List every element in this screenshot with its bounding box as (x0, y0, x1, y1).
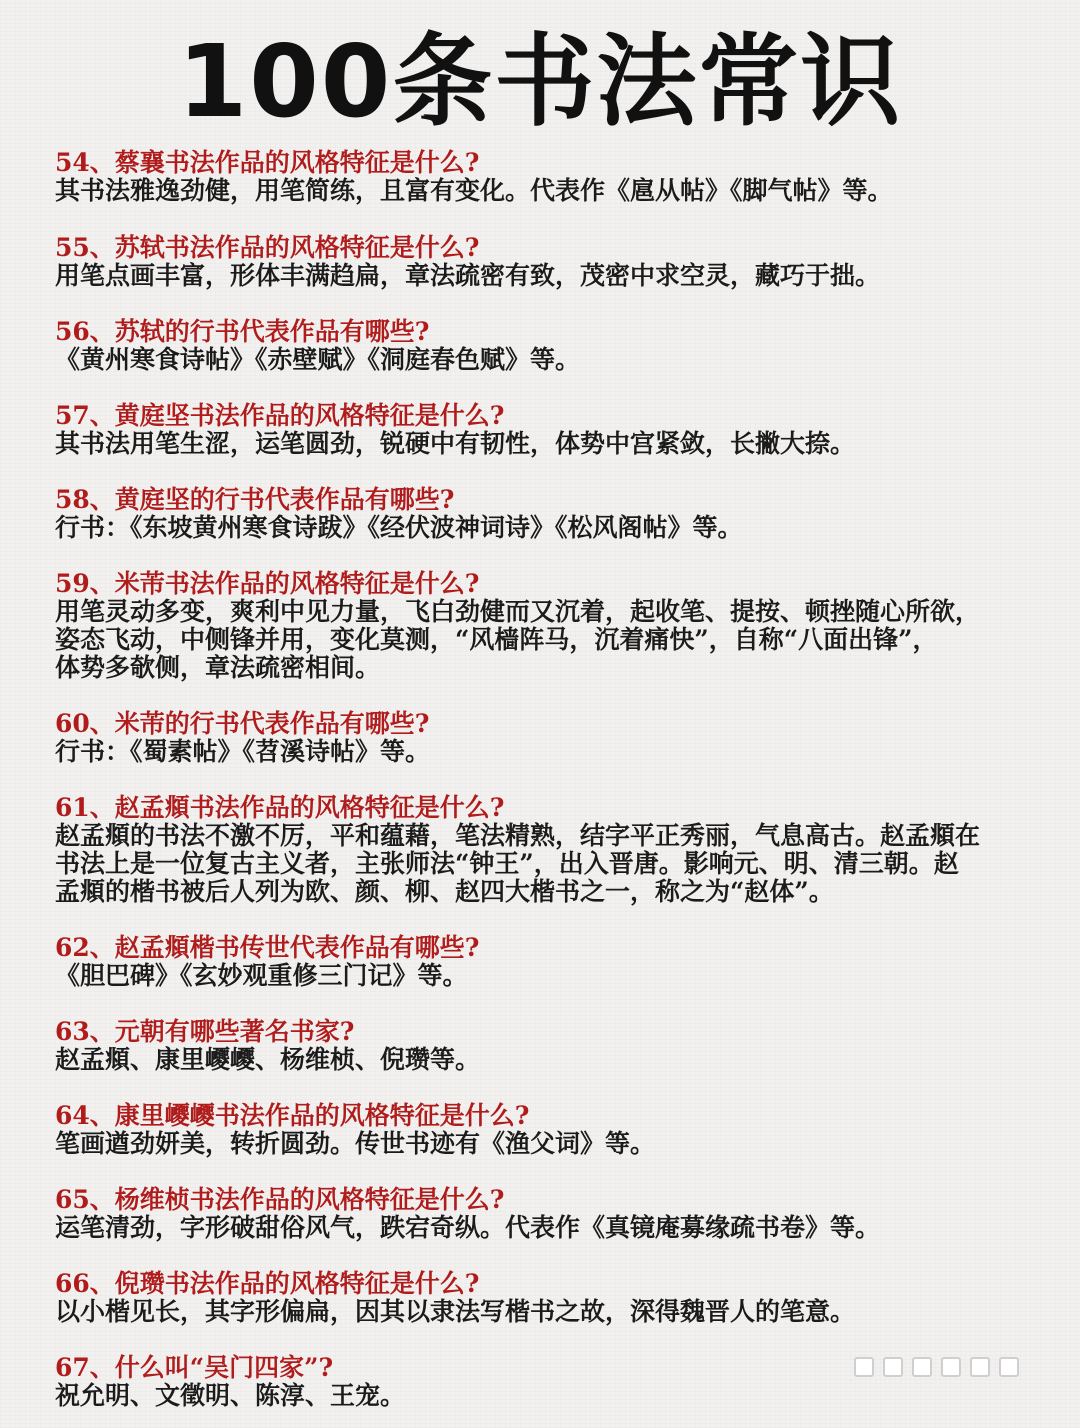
question: 57、黄庭坚书法作品的风格特征是什么? (55, 401, 505, 430)
answer: 运笔清劲，字形破甜俗风气，跌宕奇纵。代表作《真镜庵募缘疏书卷》等。 (55, 1213, 881, 1242)
watermark-icon (883, 1357, 903, 1377)
answer: 赵孟頫、康里巎巎、杨维桢、倪瓒等。 (55, 1045, 481, 1074)
watermark-icon (999, 1357, 1019, 1377)
qa-list (55, 148, 1055, 1410)
question: 65、杨维桢书法作品的风格特征是什么? (55, 1185, 505, 1214)
question: 67、什么叫“吴门四家”? (55, 1353, 334, 1382)
qa-item-57 (55, 401, 1055, 458)
answer: 其书法用笔生涩，运笔圆劲，锐硬中有韧性，体势中宫紧敛，长撇大捺。 (55, 429, 856, 458)
watermark (854, 1354, 1054, 1380)
question: 66、倪瓒书法作品的风格特征是什么? (55, 1269, 480, 1298)
watermark-icon (970, 1357, 990, 1377)
answer: 《黄州寒食诗帖》《赤壁赋》《洞庭春色赋》等。 (55, 345, 581, 374)
question: 54、蔡襄书法作品的风格特征是什么? (55, 148, 480, 177)
qa-item-66 (55, 1269, 1055, 1326)
qa-item-58 (55, 485, 1055, 542)
qa-item-65 (55, 1185, 1055, 1242)
page-title: 100条书法常识 (177, 23, 903, 140)
answer: 行书：《蜀素帖》《苕溪诗帖》等。 (55, 737, 431, 766)
question: 55、苏轼书法作品的风格特征是什么? (55, 233, 480, 262)
qa-item-61 (55, 793, 1055, 906)
answer: 用笔灵动多变，爽利中见力量，飞白劲健而又沉着，起收笔、提按、顿挫随心所欲， 姿态飞动，中侧锋并用，变化莫测，“风樯阵马，沉着痛快”，自称“八面出锋”， 体势多欹侧，章法疏密相间。 (55, 597, 981, 682)
answer: 祝允明、文徵明、陈淳、王宠。 (55, 1381, 406, 1410)
qa-item-62 (55, 933, 1055, 990)
qa-item-63 (55, 1017, 1055, 1074)
answer: 用笔点画丰富，形体丰满趋扁，章法疏密有致，茂密中求空灵，藏巧于拙。 (55, 261, 881, 290)
answer: 《胆巴碑》《玄妙观重修三门记》等。 (55, 961, 468, 990)
answer: 笔画遒劲妍美，转折圆劲。传世书迹有《渔父词》等。 (55, 1129, 656, 1158)
question: 60、米芾的行书代表作品有哪些? (55, 709, 430, 738)
answer: 行书：《东坡黄州寒食诗跋》《经伏波神词诗》《松风阁帖》等。 (55, 513, 743, 542)
qa-item-54 (55, 148, 1055, 205)
watermark-icon (854, 1357, 874, 1377)
qa-item-64 (55, 1101, 1055, 1158)
question: 62、赵孟頫楷书传世代表作品有哪些? (55, 933, 480, 962)
qa-item-56 (55, 317, 1055, 374)
watermark-icon (912, 1357, 932, 1377)
question: 63、元朝有哪些著名书家? (55, 1017, 355, 1046)
watermark-icon (941, 1357, 961, 1377)
answer: 以小楷见长，其字形偏扁，因其以隶法写楷书之故，深得魏晋人的笔意。 (55, 1297, 856, 1326)
qa-item-60 (55, 709, 1055, 766)
qa-item-59 (55, 569, 1055, 682)
question: 64、康里巎巎书法作品的风格特征是什么? (55, 1101, 530, 1130)
question: 61、赵孟頫书法作品的风格特征是什么? (55, 793, 505, 822)
answer: 其书法雅逸劲健，用笔简练，且富有变化。代表作《扈从帖》《脚气帖》等。 (55, 176, 893, 205)
qa-item-55 (55, 233, 1055, 290)
answer: 赵孟頫的书法不激不厉，平和蕴藉，笔法精熟，结字平正秀丽，气息高古。赵孟頫在 书法上是一位复古主义者，主张师法“钟王”，出入晋唐。影响元、明、清三朝。赵 孟頫的楷书被后人列为欧、颜、柳、赵四大楷书之一，称之为“赵体”。 (55, 821, 981, 906)
question: 56、苏轼的行书代表作品有哪些? (55, 317, 430, 346)
question: 59、米芾书法作品的风格特征是什么? (55, 569, 480, 598)
question: 58、黄庭坚的行书代表作品有哪些? (55, 485, 455, 514)
